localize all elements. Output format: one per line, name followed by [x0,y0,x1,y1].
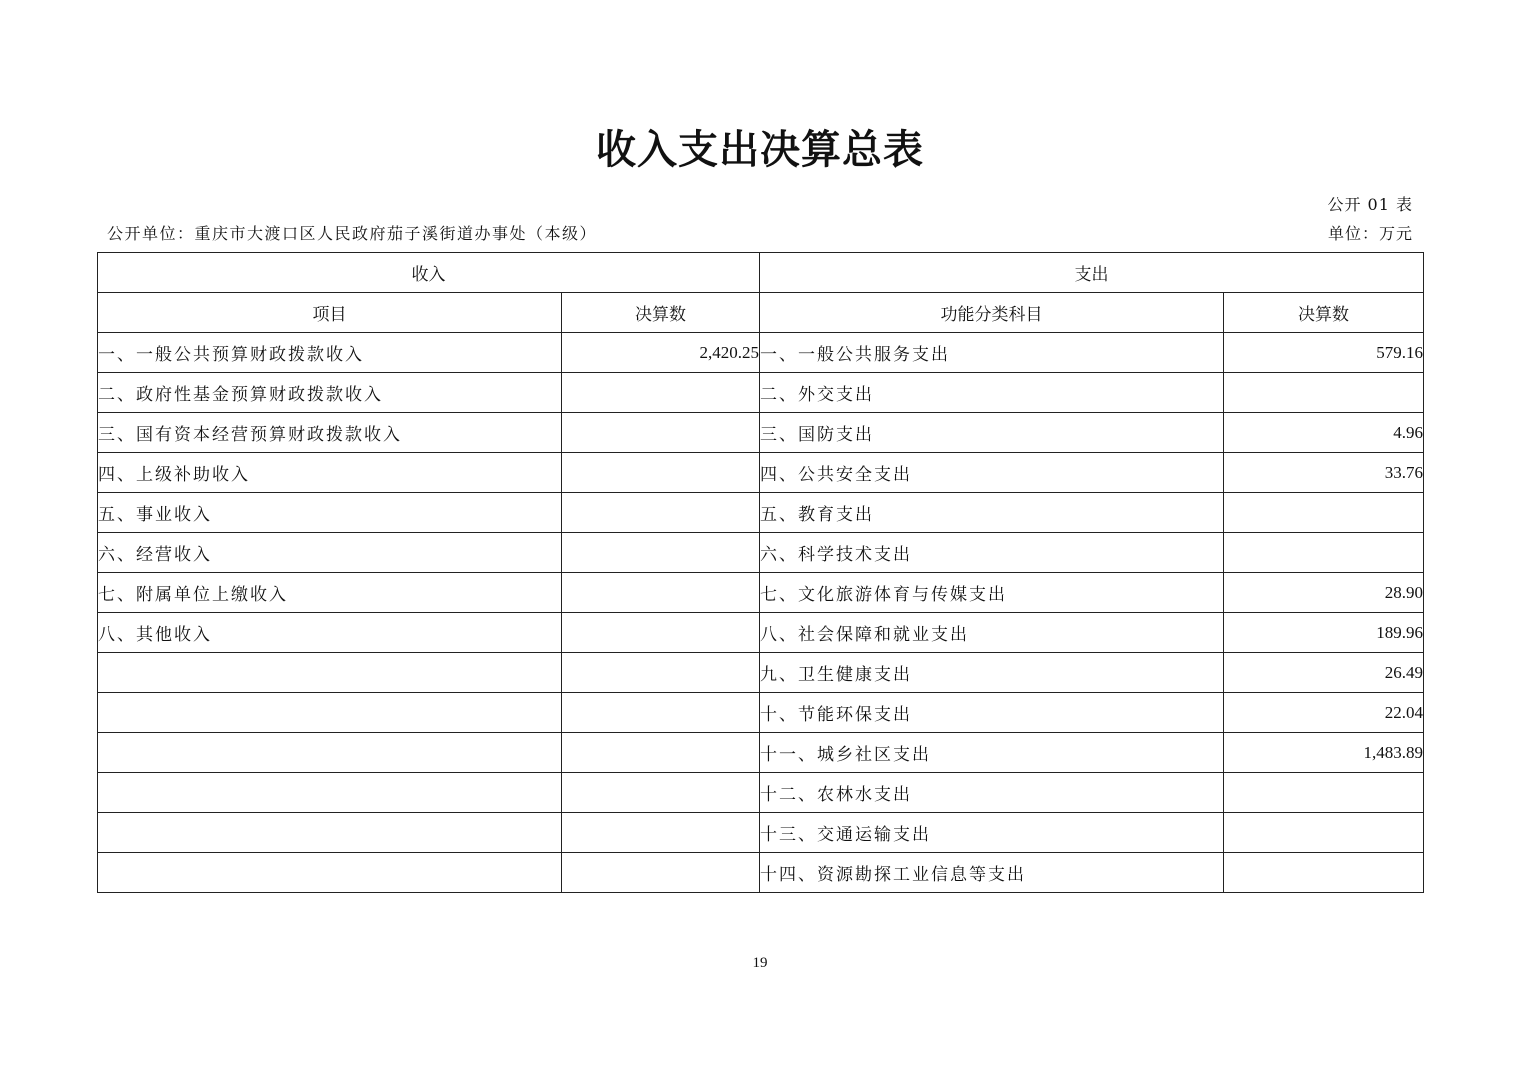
income-item-cell [98,693,562,733]
page-title: 收入支出决算总表 [596,127,924,173]
income-item-header: 项目 [98,293,562,333]
form-number: 公开 01 表 [1327,195,1413,214]
expense-item-cell: 四、公共安全支出 [760,453,1224,493]
income-item-cell [98,773,562,813]
table-row [98,573,1424,613]
table-row [98,613,1424,653]
income-amount-cell [562,853,760,893]
expense-item-cell: 二、外交支出 [760,373,1224,413]
table-row [98,493,1424,533]
income-item-cell [98,813,562,853]
income-group-header: 收入 [98,253,760,293]
expense-item-cell: 七、文化旅游体育与传媒支出 [760,573,1224,613]
expense-amount-cell [1224,533,1424,573]
expense-item-cell: 六、科学技术支出 [760,533,1224,573]
expense-item-cell: 五、教育支出 [760,493,1224,533]
expense-item-cell: 十二、农林水支出 [760,773,1224,813]
income-item-cell [98,853,562,893]
expense-amount-cell: 33.76 [1224,453,1424,493]
expense-item-cell: 三、国防支出 [760,413,1224,453]
income-item-cell [98,733,562,773]
table-row [98,773,1424,813]
expense-amount-cell: 1,483.89 [1224,733,1424,773]
income-item-cell: 一、一般公共预算财政拨款收入 [98,333,562,373]
income-amount-cell [562,533,760,573]
budget-table-body [98,333,1424,893]
income-amount-cell [562,653,760,693]
group-header-row [98,253,1424,293]
table-row [98,853,1424,893]
reporting-unit: 公开单位：重庆市大渡口区人民政府茄子溪街道办事处（本级） [107,224,598,243]
expense-item-header: 功能分类科目 [760,293,1224,333]
income-item-cell: 二、政府性基金预算财政拨款收入 [98,373,562,413]
expense-amount-cell: 26.49 [1224,653,1424,693]
page-number: 19 [752,955,768,971]
income-item-cell: 三、国有资本经营预算财政拨款收入 [98,413,562,453]
expense-amount-cell: 22.04 [1224,693,1424,733]
income-amount-cell [562,373,760,413]
income-amount-cell [562,693,760,733]
expense-item-cell: 十四、资源勘探工业信息等支出 [760,853,1224,893]
expense-amount-cell: 579.16 [1224,333,1424,373]
expense-item-cell: 十、节能环保支出 [760,693,1224,733]
expense-group-header: 支出 [760,253,1424,293]
income-amount-cell [562,733,760,773]
expense-amount-header: 决算数 [1224,293,1424,333]
column-header-row [98,293,1424,333]
expense-item-cell: 八、社会保障和就业支出 [760,613,1224,653]
income-item-cell [98,653,562,693]
expense-item-cell: 一、一般公共服务支出 [760,333,1224,373]
income-item-cell: 四、上级补助收入 [98,453,562,493]
table-row [98,373,1424,413]
expense-amount-cell [1224,853,1424,893]
income-amount-cell [562,613,760,653]
income-amount-cell [562,413,760,453]
expense-amount-cell: 4.96 [1224,413,1424,453]
income-item-cell: 七、附属单位上缴收入 [98,573,562,613]
income-amount-cell [562,493,760,533]
expense-item-cell: 十一、城乡社区支出 [760,733,1224,773]
expense-amount-cell [1224,773,1424,813]
income-amount-cell [562,773,760,813]
income-item-cell: 五、事业收入 [98,493,562,533]
income-item-cell: 八、其他收入 [98,613,562,653]
table-row [98,413,1424,453]
income-amount-cell [562,573,760,613]
income-amount-cell [562,453,760,493]
expense-amount-cell [1224,493,1424,533]
table-row [98,813,1424,853]
table-row [98,733,1424,773]
table-row [98,693,1424,733]
expense-amount-cell: 28.90 [1224,573,1424,613]
table-row [98,453,1424,493]
currency-unit: 单位：万元 [1327,224,1413,243]
table-row [98,533,1424,573]
income-item-cell: 六、经营收入 [98,533,562,573]
income-amount-cell [562,813,760,853]
expense-amount-cell [1224,813,1424,853]
expense-amount-cell: 189.96 [1224,613,1424,653]
income-amount-header: 决算数 [562,293,760,333]
expense-item-cell: 十三、交通运输支出 [760,813,1224,853]
table-row [98,653,1424,693]
table-row [98,333,1424,373]
income-amount-cell: 2,420.25 [562,333,760,373]
expense-item-cell: 九、卫生健康支出 [760,653,1224,693]
budget-table [97,252,1424,893]
expense-amount-cell [1224,373,1424,413]
